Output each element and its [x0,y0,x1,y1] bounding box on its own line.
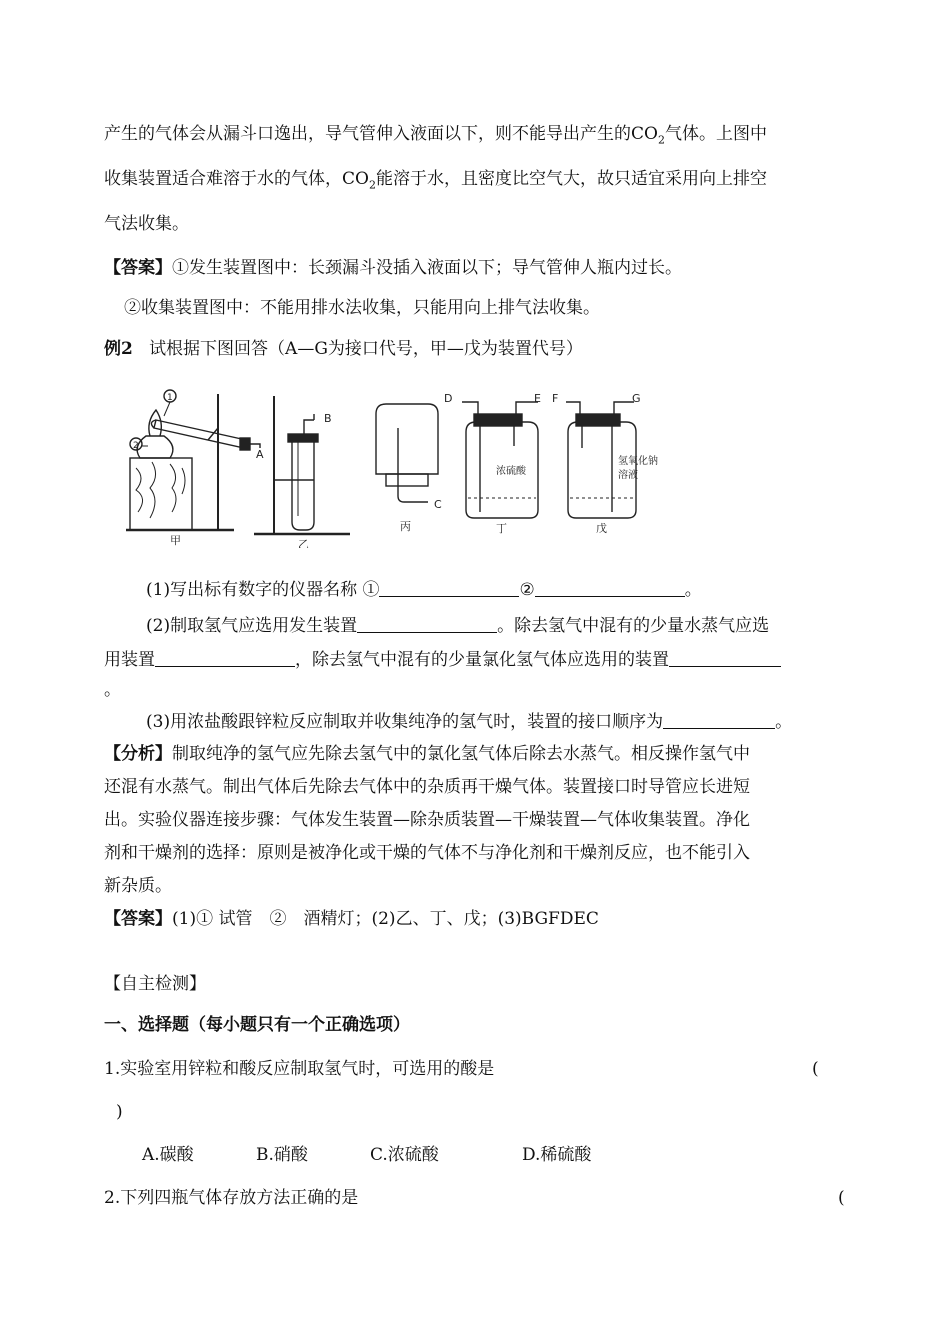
port-label-a: A [256,448,264,461]
answer-blank[interactable] [357,614,497,633]
apparatus-wu [552,392,658,535]
analysis-tag: 【分析】 [104,744,172,764]
answer-blank[interactable] [535,578,685,597]
analysis-line: 新杂质。 [104,876,172,896]
apparatus-bing [376,404,442,533]
answer-blank[interactable] [379,578,519,597]
tube-g [614,402,634,414]
question-1: (1)写出标有数字的仪器名称 ① ② 。 [146,580,702,600]
text-line: 气法收集。 [104,214,189,234]
text-line: 产生的气体会从漏斗口逸出，导气管伸入液面以下，则不能导出产生的$CO_2$气体。上图中 [104,124,767,147]
question-2-cont: 用装置 ，除去氢气中混有的少量氯化氢气体应选用的装置 [104,648,781,672]
option-d: D.稀硫酸 [522,1145,592,1165]
analysis-line: 剂和干燥剂的选择：原则是被净化或干燥的气体不与净化剂和干燥剂反应，也不能引入 [104,843,750,863]
text-line: 收集装置适合难溶于水的气体，$CO_2$能溶于水，且密度比空气大，故只适宜采用向上排空 [104,169,767,192]
port-label-d: D [444,392,453,405]
answer-line: 【答案】①发生装置图中：长颈漏斗没插入液面以下；导气管伸人瓶内过长。 [104,258,682,278]
analysis-line: 还混有水蒸气。制出气体后先除去气体中的杂质再干燥气体。装置接口时导管应长进短 [104,777,750,797]
stopper [474,414,522,426]
label-2: 2 [133,441,139,451]
device-label-yi: 乙 [298,538,309,548]
example-heading: 例2 试根据下图回答（A—G为接口代号，甲—戊为装置代号） [104,339,583,359]
port-label-g: G [632,392,641,405]
bottle-neck [386,474,428,486]
device-label-bing: 丙 [400,520,411,533]
port-label-c: C [434,498,442,511]
section-heading: 一、选择题（每小题只有一个正确选项） [104,1015,410,1035]
analysis-line: 【分析】制取纯净的氢气应先除去氢气中的氯化氢气体后除去水蒸气。相反操作氢气中 [104,744,750,764]
answer-line: ②收集装置图中：不能用排水法收集，只能用向上排气法收集。 [124,298,600,318]
stopper [240,438,250,450]
label-1: 1 [167,393,173,403]
example-tag: 例2 [104,339,133,359]
device-label-ding: 丁 [496,522,507,535]
stopper [576,414,620,426]
apparatus-jia [126,390,264,547]
apparatus-figure [118,388,678,548]
choice-question-2: 2.下列四瓶气体存放方法正确的是 [104,1188,359,1208]
analysis-line: 出。实验仪器连接步骤：气体发生装置—除杂质装置—干燥装置—气体收集装置。净化 [104,810,750,830]
liquid-label-ding: 浓硫酸 [496,466,526,477]
wood-grain [136,462,185,518]
option-b: B.硝酸 [256,1145,308,1165]
answer-blank[interactable] [663,710,775,729]
liquid-label-wu-2: 溶液 [618,470,638,481]
tube-f [566,402,580,414]
device-label-jia: 甲 [170,534,181,547]
choice-question-1: 1.实验室用锌粒和酸反应制取氢气时，可选用的酸是 [104,1059,495,1079]
answer-blank[interactable] [669,648,781,667]
question-2-end: 。 [104,680,121,700]
question-3: (3)用浓盐酸跟锌粒反应制取并收集纯净的氢气时，装置的接口顺序为 。 [146,712,793,732]
tube-d [462,402,478,414]
option-a: A.碳酸 [142,1145,194,1165]
port-label-f: F [552,392,559,405]
alcohol-lamp [137,436,173,458]
self-check-heading: 【自主检测】 [104,974,206,994]
test-tube [154,420,246,448]
inverted-bottle [376,404,438,474]
stopper [288,434,318,442]
answer-blank[interactable] [155,648,295,667]
funnel-tube [304,420,314,434]
answer-paren-close: ) [116,1102,123,1122]
answer-paren-open: ( [838,1188,845,1208]
apparatus-ding [444,392,541,535]
port-label-b: B [324,412,332,425]
device-label-wu: 戊 [596,522,607,535]
answer-paren-open: ( [812,1059,819,1079]
answer-tag: 【答案】 [104,258,172,278]
test-tube [292,442,314,530]
question-2: (2)制取氢气应选用发生装置 。除去氢气中混有的少量水蒸气应选 [146,616,770,636]
port-label-e: E [534,392,541,405]
answer-tag: 【答案】 [104,909,172,929]
bottle-tube [398,428,428,502]
option-c: C.浓硫酸 [370,1145,439,1165]
liquid-label-wu-1: 氢氧化钠 [618,456,658,467]
apparatus-yi [254,396,350,548]
answer-line: 【答案】(1)① 试管 ② 酒精灯；(2)乙、丁、戊；(3)BGFDEC [104,909,599,929]
